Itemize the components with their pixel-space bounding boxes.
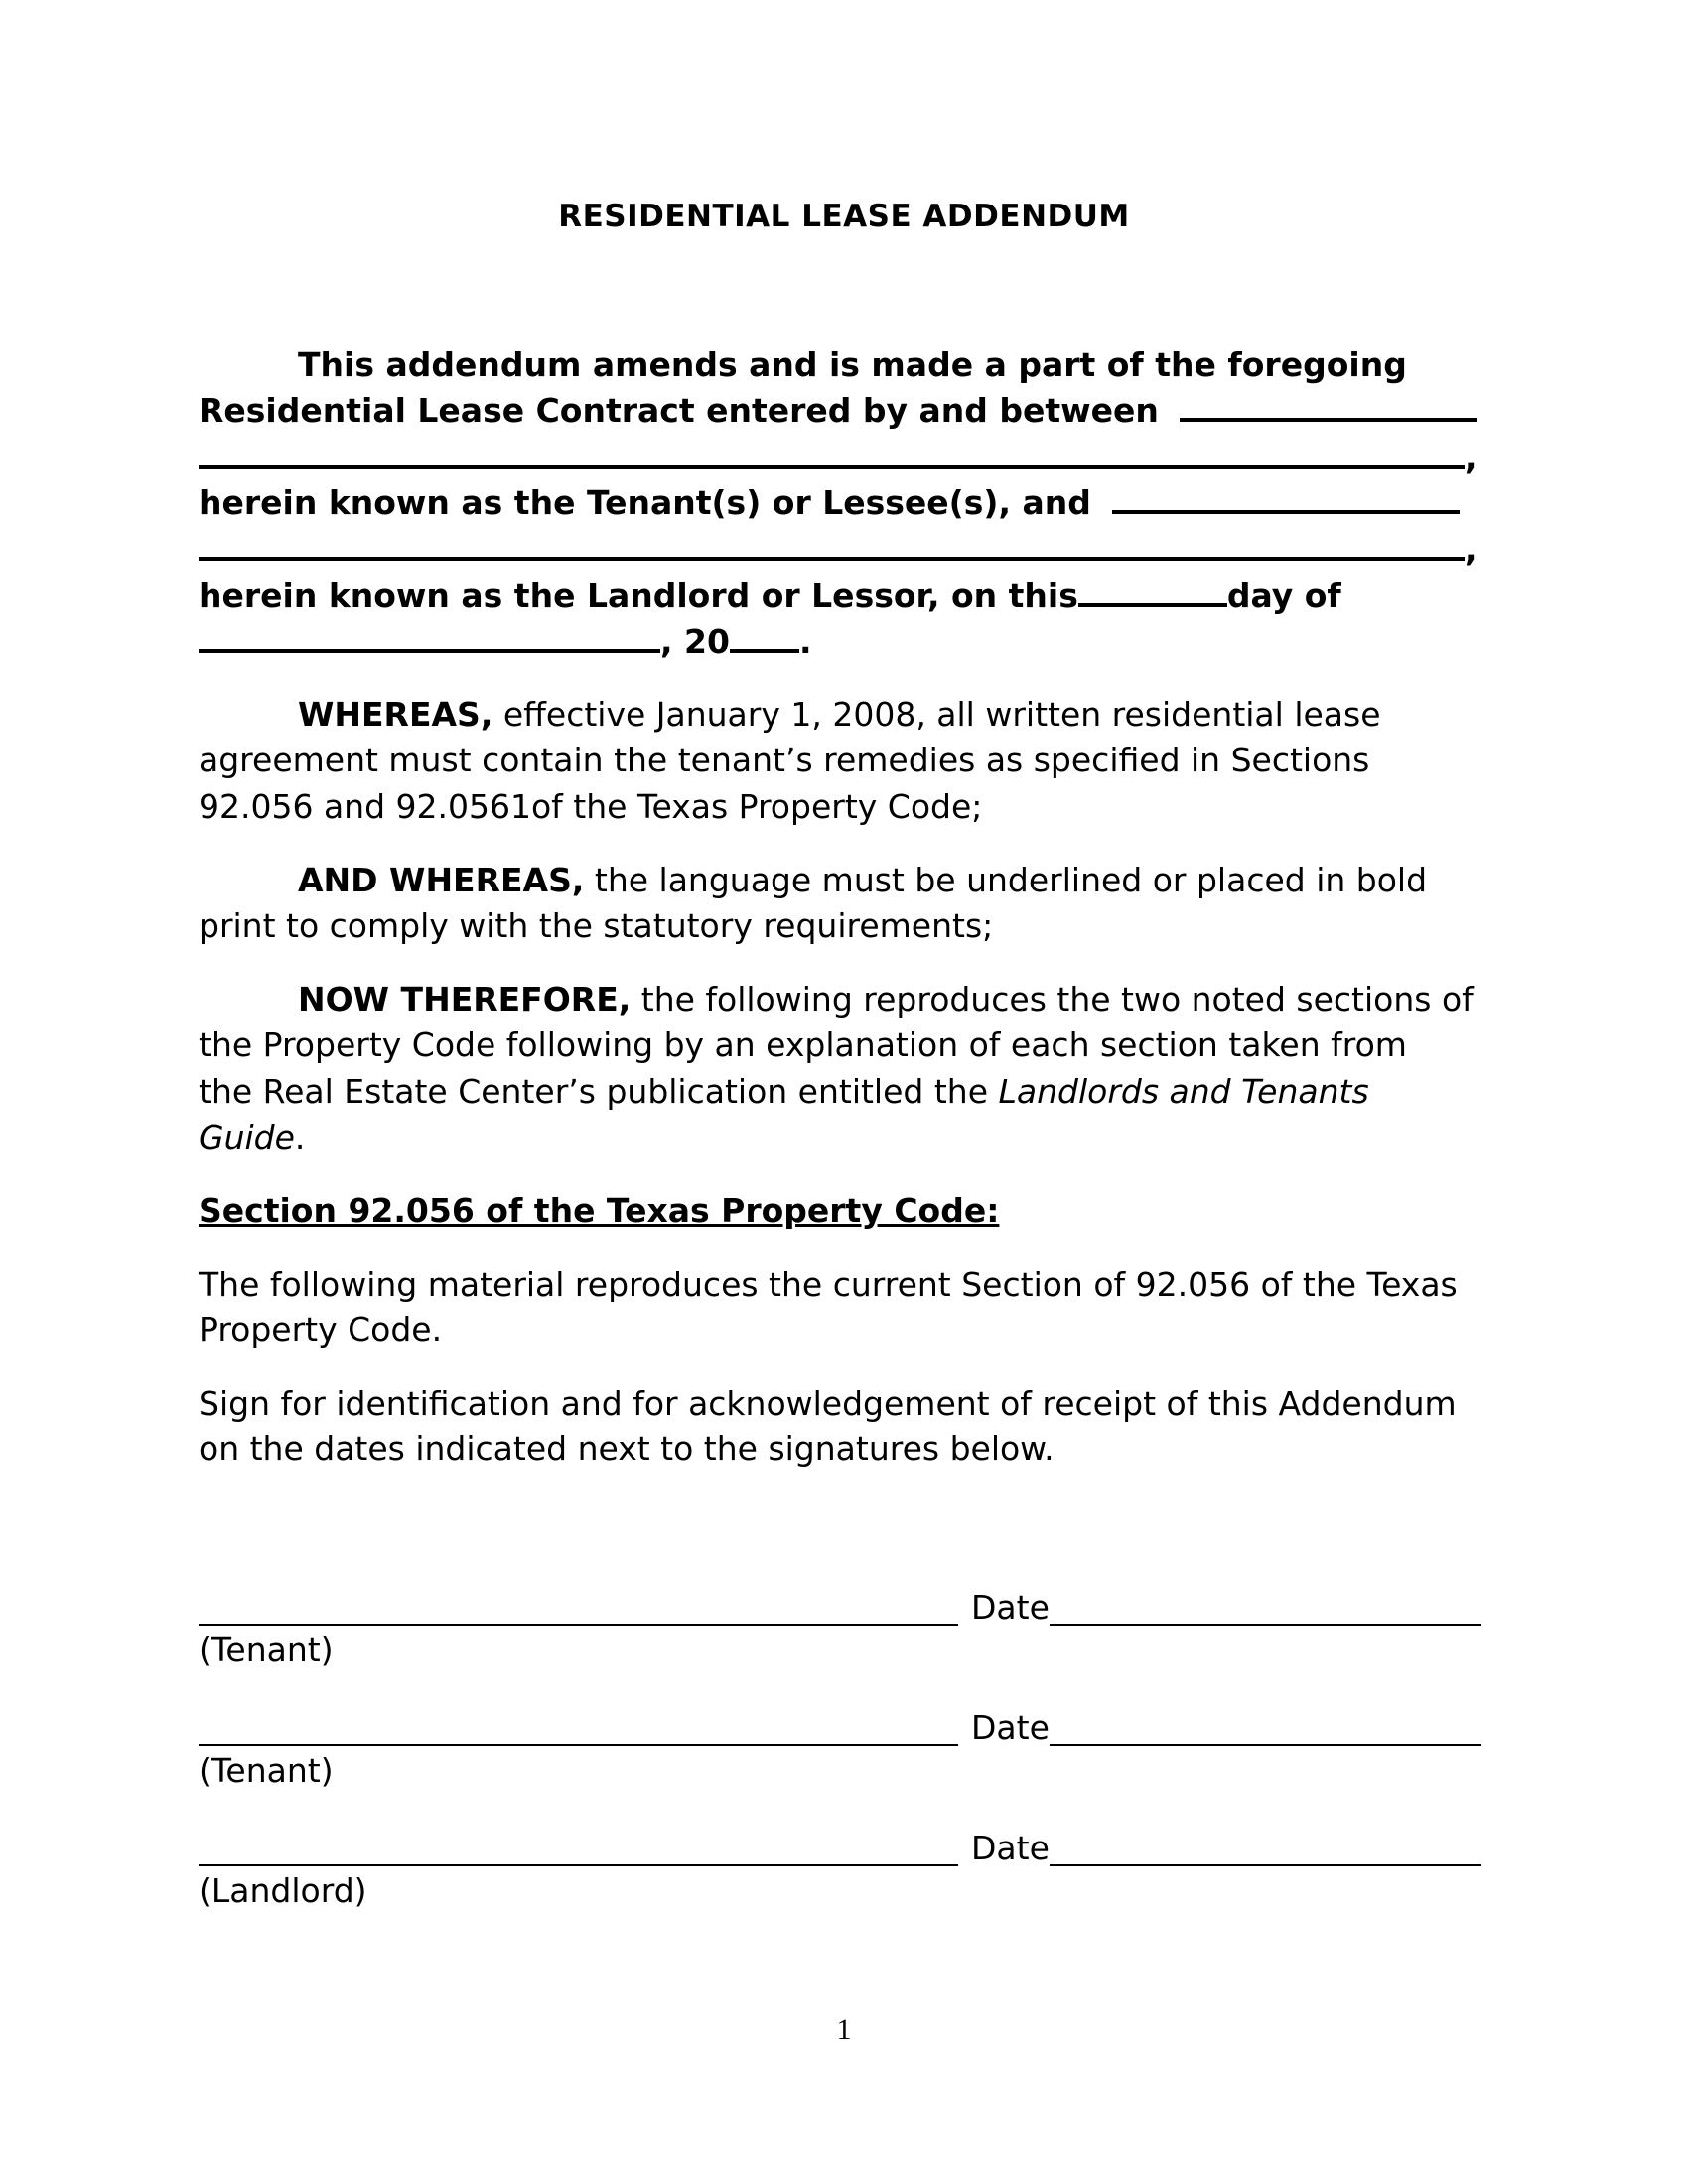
tenant-name-blank-2[interactable] bbox=[199, 435, 1465, 469]
whereas1-lead: WHEREAS, bbox=[298, 695, 493, 734]
sign-text-line-1: Sign for identification and for acknowledgement of receipt of this Addendum bbox=[199, 1384, 1457, 1423]
section-heading: Section 92.056 of the Texas Property Code: bbox=[199, 1191, 1000, 1230]
therefore-lead: NOW THEREFORE, bbox=[298, 980, 632, 1019]
landlord-clause-line bbox=[199, 573, 1341, 618]
day-of-label: day of bbox=[1226, 576, 1341, 614]
section-text-line-2: Property Code. bbox=[199, 1310, 443, 1349]
therefore-line-2: the Property Code following by an explanation of each section taken from bbox=[199, 1025, 1407, 1064]
therefore-line-1 bbox=[298, 977, 1474, 1023]
tenant-2-role: (Tenant) bbox=[199, 1751, 334, 1790]
publication-title-1: Landlords and Tenants bbox=[998, 1072, 1369, 1111]
tenant-1-role: (Tenant) bbox=[199, 1630, 334, 1669]
intro-line-2 bbox=[199, 388, 1477, 434]
therefore-text-3: the Real Estate Center’s publication entitled the bbox=[199, 1072, 999, 1111]
month-blank[interactable] bbox=[199, 619, 660, 653]
page-number: 1 bbox=[836, 2013, 852, 2046]
therefore-text-1: the following reproduces the two noted sections of bbox=[631, 980, 1474, 1019]
sign-text-line-2: on the dates indicated next to the signatures below. bbox=[199, 1430, 1055, 1468]
landlord-name-blank-2[interactable] bbox=[199, 527, 1465, 561]
tenant-2-date-line[interactable] bbox=[1050, 1744, 1481, 1746]
tenant-2-signature-line[interactable] bbox=[199, 1744, 958, 1746]
section-text-line-1: The following material reproduces the current Section of 92.056 of the Texas bbox=[199, 1265, 1458, 1303]
whereas1-line-1 bbox=[298, 692, 1381, 738]
intro-blank-line-1 bbox=[199, 435, 1477, 480]
landlord-role: (Landlord) bbox=[199, 1871, 367, 1910]
landlord-signature-line[interactable] bbox=[199, 1864, 958, 1866]
whereas2-line-2: print to comply with the statutory requirements; bbox=[199, 906, 994, 945]
whereas2-text-1: the language must be underlined or placed in bold bbox=[584, 861, 1428, 899]
landlord-clause: herein known as the Landlord or Lessor, on this bbox=[199, 576, 1078, 614]
period: . bbox=[798, 622, 812, 661]
tenant-clause: herein known as the Tenant(s) or Lessee(s), and bbox=[199, 483, 1091, 522]
tenant-clause-line bbox=[199, 480, 1460, 526]
tenant-1-date-label: Date bbox=[971, 1588, 1050, 1627]
landlord-name-blank[interactable] bbox=[1112, 480, 1460, 514]
whereas1-text-1: effective January 1, 2008, all written residential lease bbox=[492, 695, 1381, 734]
landlord-date-line[interactable] bbox=[1050, 1864, 1481, 1866]
comma: , bbox=[1465, 438, 1477, 477]
year-prefix: , 20 bbox=[660, 622, 730, 661]
tenant-name-blank[interactable] bbox=[1180, 388, 1477, 422]
tenant-1-signature-line[interactable] bbox=[199, 1624, 958, 1626]
whereas1-line-2: agreement must contain the tenant’s remedies as specified in Sections bbox=[199, 741, 1370, 779]
document-title: RESIDENTIAL LEASE ADDENDUM bbox=[558, 199, 1130, 234]
therefore-line-3 bbox=[199, 1069, 1369, 1115]
intro-blank-line-2 bbox=[199, 527, 1477, 573]
intro-line-1: This addendum amends and is made a part of the foregoing bbox=[298, 345, 1407, 384]
whereas2-lead: AND WHEREAS, bbox=[298, 861, 585, 899]
whereas1-line-3: 92.056 and 92.0561of the Texas Property Code; bbox=[199, 787, 983, 826]
comma: , bbox=[1465, 530, 1477, 569]
intro-line-2-text: Residential Lease Contract entered by and between bbox=[199, 391, 1159, 430]
tenant-2-date-label: Date bbox=[971, 1708, 1050, 1747]
landlord-date-label: Date bbox=[971, 1829, 1050, 1867]
date-line bbox=[199, 619, 812, 665]
therefore-line-4 bbox=[199, 1115, 305, 1160]
day-blank[interactable] bbox=[1078, 573, 1227, 607]
whereas2-line-1 bbox=[298, 858, 1427, 903]
year-blank[interactable] bbox=[730, 619, 799, 653]
tenant-1-date-line[interactable] bbox=[1050, 1624, 1481, 1626]
publication-title-2: Guide bbox=[199, 1118, 295, 1157]
therefore-end: . bbox=[294, 1118, 306, 1157]
